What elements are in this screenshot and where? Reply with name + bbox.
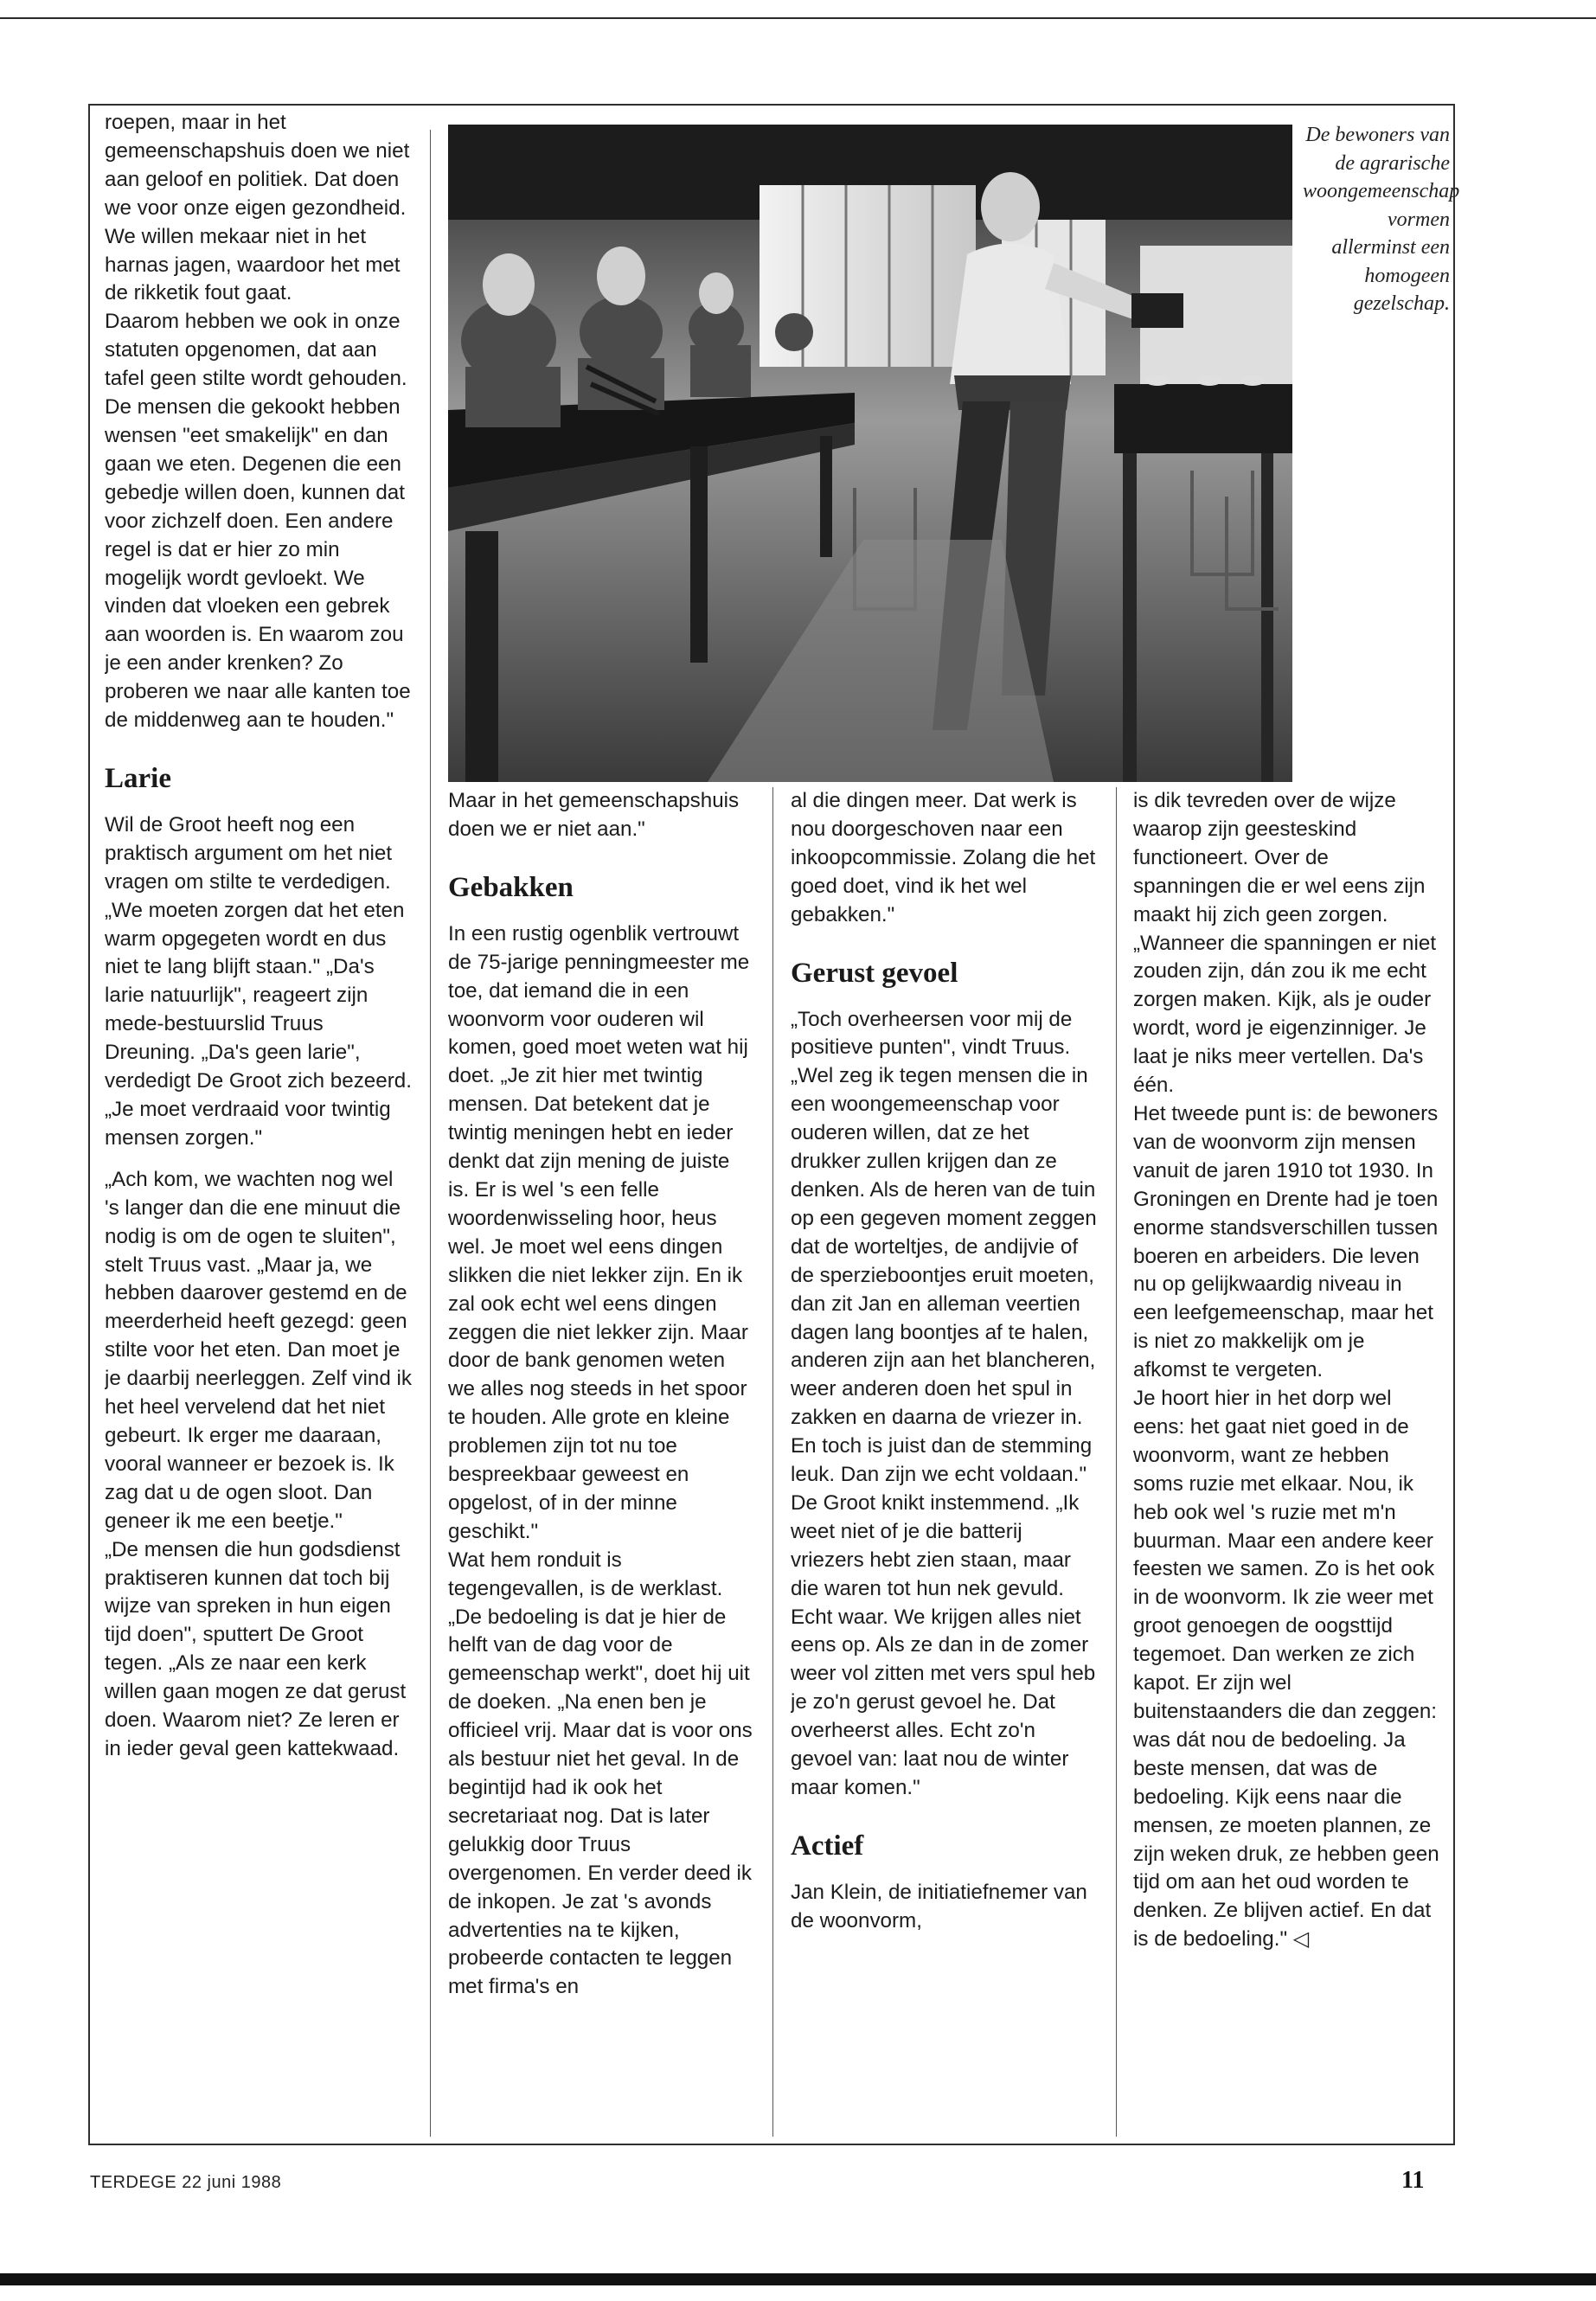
paragraph: Wil de Groot heeft nog een praktisch argument om het niet vragen om stilte te verdedigen. „We moeten zorgen dat het eten warm opgegeten wordt en dus niet te lang blijft staan." „Da's larie natuurlijk", reageert zijn mede-bestuurslid Truus Dreuning. „Da's geen larie", verdedigt De Groot zich bezeerd. „Je moet verdraaid voor twintig mensen zorgen." bbox=[105, 812, 412, 1150]
subheading-gebakken: Gebakken bbox=[448, 871, 574, 903]
column-divider bbox=[772, 787, 773, 2137]
paragraph: Maar in het gemeenschapshuis doen we er niet aan." bbox=[448, 789, 740, 841]
paragraph: roepen, maar in het gemeenschapshuis doen we niet aan geloof en politiek. Dat doen we voor onze eigen gezondheid. We willen mekaar niet in het harnas jagen, waardoor het met de rikketik fout gaat. bbox=[105, 111, 410, 305]
top-rule bbox=[0, 17, 1596, 19]
column-divider bbox=[430, 130, 431, 2137]
column-1 bbox=[105, 109, 412, 2133]
paragraph: „Ach kom, we wachten nog wel 's langer dan die ene minuut die nodig is om de ogen te sluiten", stelt Truus vast. „Maar ja, we hebben daarover gestemd en de meerderheid heeft gezegd: geen stilte voor het eten. Dan moet je je daarbij neerleggen. Zelf vind ik het heel vervelend dat het niet gebeurt. Ik erger me daaraan, vooral wanneer er bezoek is. Ik zag dat u de ogen sloot. Dan geneer ik me een beetje." bbox=[105, 1167, 412, 1533]
photo-caption: De bewoners van de agrarische woongemeenschap vormen allerminst een homogeen gezelschap. bbox=[1303, 124, 1460, 315]
paragraph: Je hoort hier in het dorp wel eens: het gaat niet goed in de woonvorm, want ze hebben soms ruzie met elkaar. Nou, ik heb ook wel 's ruzie met m'n buurman. Maar een andere keer feesten we samen. Zo is het ook in de woonvorm. Ik zie weer met groot genoegen de oogsttijd tegemoet. Dan werken ze zich kapot. Er zijn wel buitenstaanders die dan zeggen: was dát nou de bedoeling. Ja beste mensen, dat was de bedoeling. Kijk eens naar die mensen, ze moeten plannen, ze zijn weken druk, ze hebben geen tijd om aan het oud worden te denken. Ze blijven actief. En dat is de bedoeling." ◁ bbox=[1133, 1387, 1439, 1952]
paragraph: Jan Klein, de initiatiefnemer van de woonvorm, bbox=[791, 1880, 1087, 1932]
photo-illustration bbox=[448, 125, 1292, 782]
paragraph: De Groot knikt instemmend. „Ik weet niet of je die batterij vriezers hebt zien staan, maar die waren tot hun nek gevuld. Echt waar. We krijgen alles niet eens op. Als ze dan in de zomer weer vol zitten met vers spul heb je zo'n gerust gevoel he. Dat overheerst alles. Echt zo'n gevoel van: laat nou de winter maar komen." bbox=[791, 1490, 1096, 1799]
bottom-rule bbox=[0, 2273, 1596, 2285]
paragraph: „Toch overheersen voor mij de positieve punten", vindt Truus. „Wel zeg ik tegen mensen die in een woongemeenschap voor ouderen willen, dat ze het drukker zullen krijgen dan ze denken. Als de heren van de tuin op een gegeven moment zeggen dat de worteltjes, de andijvie of de sperzieboontjes eruit moeten, dan zit Jan en alleman veertien dagen lang boontjes af te halen, anderen zijn aan het blancheren, weer anderen doen het spul in zakken en daarna de vriezer in. En toch is juist dan de stemming leuk. Dan zijn we echt voldaan." bbox=[791, 1007, 1097, 1487]
paragraph: „De mensen die hun godsdienst praktiseren kunnen dat toch bij wijze van spreken in hun eigen tijd doen", sputtert De Groot tegen. „Als ze naar een kerk willen gaan mogen ze dat gerust doen. Waarom niet? Ze leren er in ieder geval geen kattekwaad. bbox=[105, 1537, 407, 1760]
subheading-gerust-gevoel: Gerust gevoel bbox=[791, 957, 958, 989]
paragraph: is dik tevreden over de wijze waarop zijn geesteskind functioneert. Over de spanningen die er wel eens zijn maakt hij zich geen zorgen. „Wanneer die spanningen er niet zouden zijn, dán zou ik me echt zorgen maken. Kijk, als je ouder wordt, word je eigenzinniger. Je laat je niks meer vertellen. Da's één. bbox=[1133, 789, 1437, 1098]
subheading-larie: Larie bbox=[105, 762, 171, 794]
paragraph: al die dingen meer. Dat werk is nou doorgeschoven naar een inkoopcommissie. Zolang die het goed doet, vind ik het wel gebakken." bbox=[791, 789, 1096, 926]
column-divider bbox=[1116, 787, 1117, 2137]
page-number: 11 bbox=[1401, 2167, 1425, 2194]
paragraph: Het tweede punt is: de bewoners van de woonvorm zijn mensen vanuit de jaren 1910 tot 1930. In Groningen en Drente had je toen enorme standsverschillen tussen boeren en arbeiders. Die leven nu op gelijkwaardig niveau in een leefgemeenschap, maar het is niet zo makkelijk om je afkomst te vergeten. bbox=[1133, 1101, 1439, 1382]
column-2 bbox=[448, 787, 755, 2137]
paragraph: Wat hem ronduit is tegengevallen, is de werklast. „De bedoeling is dat je hier de helft van de dag voor de gemeenschap werkt", doet hij uit de doeken. „Na enen ben je officieel vrij. Maar dat is voor ons als bestuur niet het geval. In de begintijd had ik ook het secretariaat nog. Dat is later gelukkig door Truus overgenomen. En verder deed ik de inkopen. Je zat 's avonds advertenties na te kijken, probeerde contacten te leggen met firma's en bbox=[448, 1548, 753, 1999]
paragraph: In een rustig ogenblik vertrouwt de 75-jarige penningmeester me toe, dat iemand die in een woonvorm voor ouderen wil komen, goed moet weten wat hij doet. „Je zit hier met twintig mensen. Dat betekent dat je twintig meningen hebt en ieder denkt dat zijn mening de juiste is. Er is wel 's een felle woordenwisseling hoor, heus wel. Je moet wel eens dingen slikken die niet lekker zijn. En ik zal ook echt wel eens dingen zeggen die niet lekker zijn. Maar door de bank genomen weten we alles nog steeds in het spoor te houden. Alle grote en kleine problemen zijn tot nu toe bespreekbaar geweest en opgelost, of in der minne geschikt." bbox=[448, 921, 750, 1543]
subheading-actief: Actief bbox=[791, 1830, 864, 1862]
paragraph: Daarom hebben we ook in onze statuten opgenomen, dat aan tafel geen stilte wordt gehouden. De mensen die gekookt hebben wensen "eet smakelijk" en dan gaan we eten. Degenen die een gebedje willen doen, kunnen dat voor zichzelf doen. Een andere regel is dat er hier zo min mogelijk wordt gevloekt. We vinden dat vloeken een gebrek aan woorden is. En waarom zou je een ander krenken? Zo proberen we naar alle kanten toe de middenweg aan te houden." bbox=[105, 310, 411, 733]
publication-footer: TERDEGE 22 juni 1988 bbox=[90, 2173, 282, 2192]
column-3 bbox=[791, 787, 1098, 2137]
column-4 bbox=[1133, 787, 1440, 2137]
photo-dining-room bbox=[448, 125, 1292, 782]
